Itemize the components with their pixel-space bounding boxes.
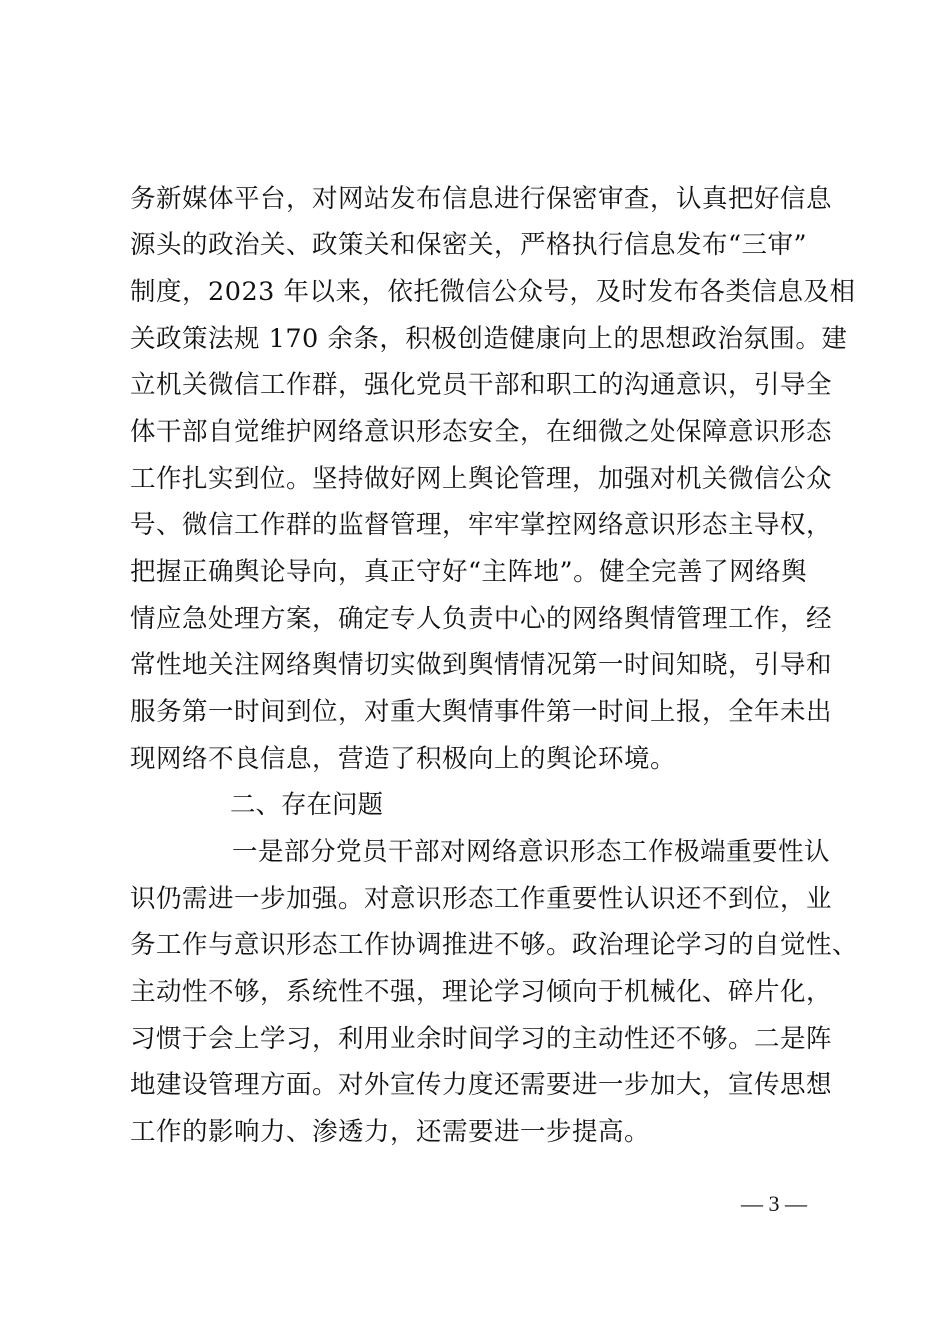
body-text-line: 把握正确舆论导向，真正守好“主阵地”。健全完善了网络舆 [130,557,808,587]
body-text-line: 地建设管理方面。对外宣传力度还需要进一步加大，宣传思想 [130,1070,833,1100]
body-text-line: 主动性不够，系统性不强，理论学习倾向于机械化、碎片化， [130,977,833,1007]
body-text-line: 源头的政治关、政策关和保密关，严格执行信息发布“三审” [130,230,808,260]
body-text-line: 现网络不良信息，营造了积极向上的舆论环境。 [130,744,677,774]
section-heading: 二、存在问题 [230,790,384,820]
body-text-line: 一是部分党员干部对网络意识形态工作极端重要性认 [232,837,831,867]
body-text-line: 务工作与意识形态工作协调推进不够。政治理论学习的自觉性、 [130,930,859,960]
body-text-line: 体干部自觉维护网络意识形态安全，在细微之处保障意识形态 [130,417,833,447]
body-text-line: 工作扎实到位。坚持做好网上舆论管理，加强对机关微信公众 [130,464,833,494]
body-text-line: 务新媒体平台，对网站发布信息进行保密审查，认真把好信息 [130,184,833,214]
body-text-line: 服务第一时间到位，对重大舆情事件第一时间上报，全年未出 [130,697,833,727]
body-text-line: 工作的影响力、渗透力，还需要进一步提高。 [130,1117,651,1147]
body-text-line: 情应急处理方案，确定专人负责中心的网络舆情管理工作，经 [130,604,833,634]
body-text-line: 号、微信工作群的监督管理，牢牢掌控网络意识形态主导权， [130,510,833,540]
page-number: — 3 — [741,1191,807,1216]
body-text-line: 常性地关注网络舆情切实做到舆情情况第一时间知晓，引导和 [130,650,833,680]
body-text-line: 识仍需进一步加强。对意识形态工作重要性认识还不到位，业 [130,884,833,914]
body-text-line: 关政策法规 170 余条，积极创造健康向上的思想政治氛围。建 [130,324,848,354]
body-text-line: 习惯于会上学习，利用业余时间学习的主动性还不够。二是阵 [130,1024,833,1054]
body-text-line: 立机关微信工作群，强化党员干部和职工的沟通意识，引导全 [130,370,833,400]
body-text-line: 制度，2023 年以来，依托微信公众号，及时发布各类信息及相 [130,277,856,307]
